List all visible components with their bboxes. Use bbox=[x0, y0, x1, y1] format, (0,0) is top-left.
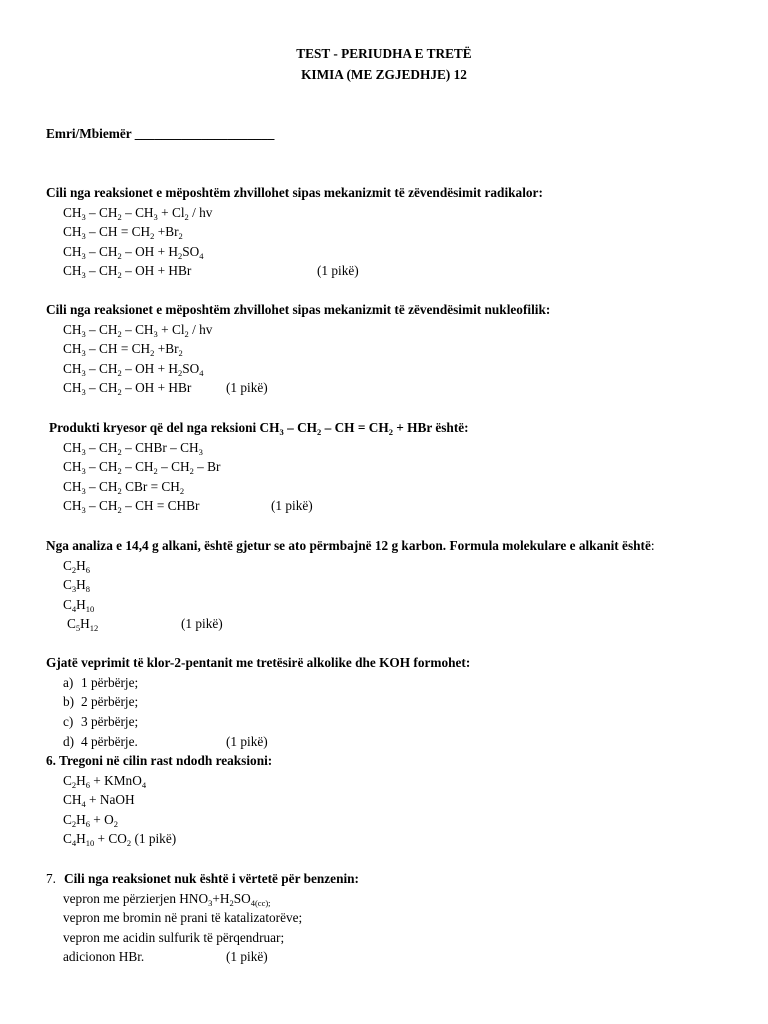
q1-option-3: $CH_3 - CH_2$ – OH + $H_2SO_4$ bbox=[63, 244, 204, 261]
question-3-text: Produkti kryesor që del nga reksioni $CH_3 - CH_2$ – CH = $CH_2$ + HBr është: bbox=[49, 420, 469, 437]
q6-points: (1 pikë) bbox=[134, 831, 177, 846]
q6-option-2: $CH_4$ + NaOH bbox=[63, 792, 135, 809]
q3-option-4: $CH_3 - CH_2$ – CH = CHBr bbox=[63, 498, 200, 515]
name-field bbox=[46, 126, 274, 142]
q5-option-b: b) 2 përbërje; bbox=[63, 694, 139, 709]
q3-option-2: $CH_3 - CH_2 - CH_2 - CH_2$ – Br bbox=[63, 459, 221, 476]
q3-option-3: $CH_3 - CH_2$ CBr = $CH_2$ bbox=[63, 479, 185, 496]
q4-option-2: $C_3H_8$ bbox=[63, 577, 90, 594]
q3-points: (1 pikë) bbox=[271, 498, 313, 513]
q7-option-4: adicionon HBr. bbox=[63, 949, 145, 964]
subject-title: KIMIA (ME ZGJEDHJE) 12 bbox=[301, 67, 467, 82]
q1-option-4: $CH_3 - CH_2$ – OH + HBr bbox=[63, 263, 192, 280]
q1-option-1: $CH_3 - CH_2 - CH_3 + Cl_2$ / hv bbox=[63, 205, 213, 222]
test-title: TEST - PERIUDHA E TRETË bbox=[296, 46, 472, 61]
q6-option-4: $C_4H_{10} + CO_2$ (1 pikë) bbox=[63, 831, 177, 848]
question-1-text: Cili nga reaksionet e mëposhtëm zhvillohet sipas mekanizmit të zëvendësimit radikalor: bbox=[46, 185, 543, 200]
question-4-text: Nga analiza e 14,4 g alkani, është gjetur se ato përmbajnë 12 g karbon. Formula molekulare e alkanit është: bbox=[46, 538, 655, 553]
q4-option-4: $C_5H_{12}$ bbox=[67, 616, 99, 633]
q4-option-1: $C_2H_6$ bbox=[63, 558, 90, 575]
q2-option-3: $CH_3 - CH_2$ – OH + $H_2SO_4$ bbox=[63, 361, 204, 378]
question-6-text: 6. Tregoni në cilin rast ndodh reaksioni: bbox=[46, 753, 273, 768]
q6-option-1: $C_2H_6$ + KMnO$_4$ bbox=[63, 773, 147, 790]
q7-option-1: vepron me përzierjen $HNO_3+H_2SO_{4(cc);}$ bbox=[63, 891, 271, 908]
q2-option-4: $CH_3 - CH_2$ – OH + HBr bbox=[63, 380, 192, 397]
name-blank: _____________________ bbox=[134, 126, 275, 141]
question-5-text: Gjatë veprimit të klor-2-pentanit me tretësirë alkolike dhe KOH formohet: bbox=[46, 655, 471, 670]
q7-number: 7. bbox=[46, 871, 56, 886]
q2-option-2: $CH_3$ – CH = $CH_2 +Br_2$ bbox=[63, 341, 183, 358]
q6-option-3: $C_2H_6 + O_2$ bbox=[63, 812, 118, 829]
q2-option-1: $CH_3 - CH_2 - CH_3 + Cl_2$ / hv bbox=[63, 322, 213, 339]
q5-points: (1 pikë) bbox=[226, 734, 268, 749]
q7-option-3: vepron me acidin sulfurik të përqendruar; bbox=[63, 930, 285, 945]
q5-option-c: c) 3 përbërje; bbox=[63, 714, 139, 729]
q5-option-a: a) 1 përbërje; bbox=[63, 675, 139, 690]
q1-option-2: $CH_3$ – CH = $CH_2 +Br_2$ bbox=[63, 224, 183, 241]
question-7-text: 7. Cili nga reaksionet nuk është i vërtetë për benzenin: bbox=[46, 871, 359, 886]
q1-points: (1 pikë) bbox=[317, 263, 359, 278]
name-label: Emri/Mbiemër bbox=[46, 126, 132, 141]
q7-option-2: vepron me bromin në prani të katalizatorëve; bbox=[63, 910, 303, 925]
question-2-text: Cili nga reaksionet e mëposhtëm zhvillohet sipas mekanizmit të zëvendësimit nukleofilik: bbox=[46, 302, 551, 317]
q7-points: (1 pikë) bbox=[226, 949, 268, 964]
q5-option-d: d) 4 përbërje. bbox=[63, 734, 138, 749]
q2-points: (1 pikë) bbox=[226, 380, 268, 395]
q4-option-3: $C_4H_{10}$ bbox=[63, 597, 95, 614]
q4-points: (1 pikë) bbox=[181, 616, 223, 631]
q3-option-1: $CH_3 - CH_2$ – CHBr – $CH_3$ bbox=[63, 440, 203, 457]
